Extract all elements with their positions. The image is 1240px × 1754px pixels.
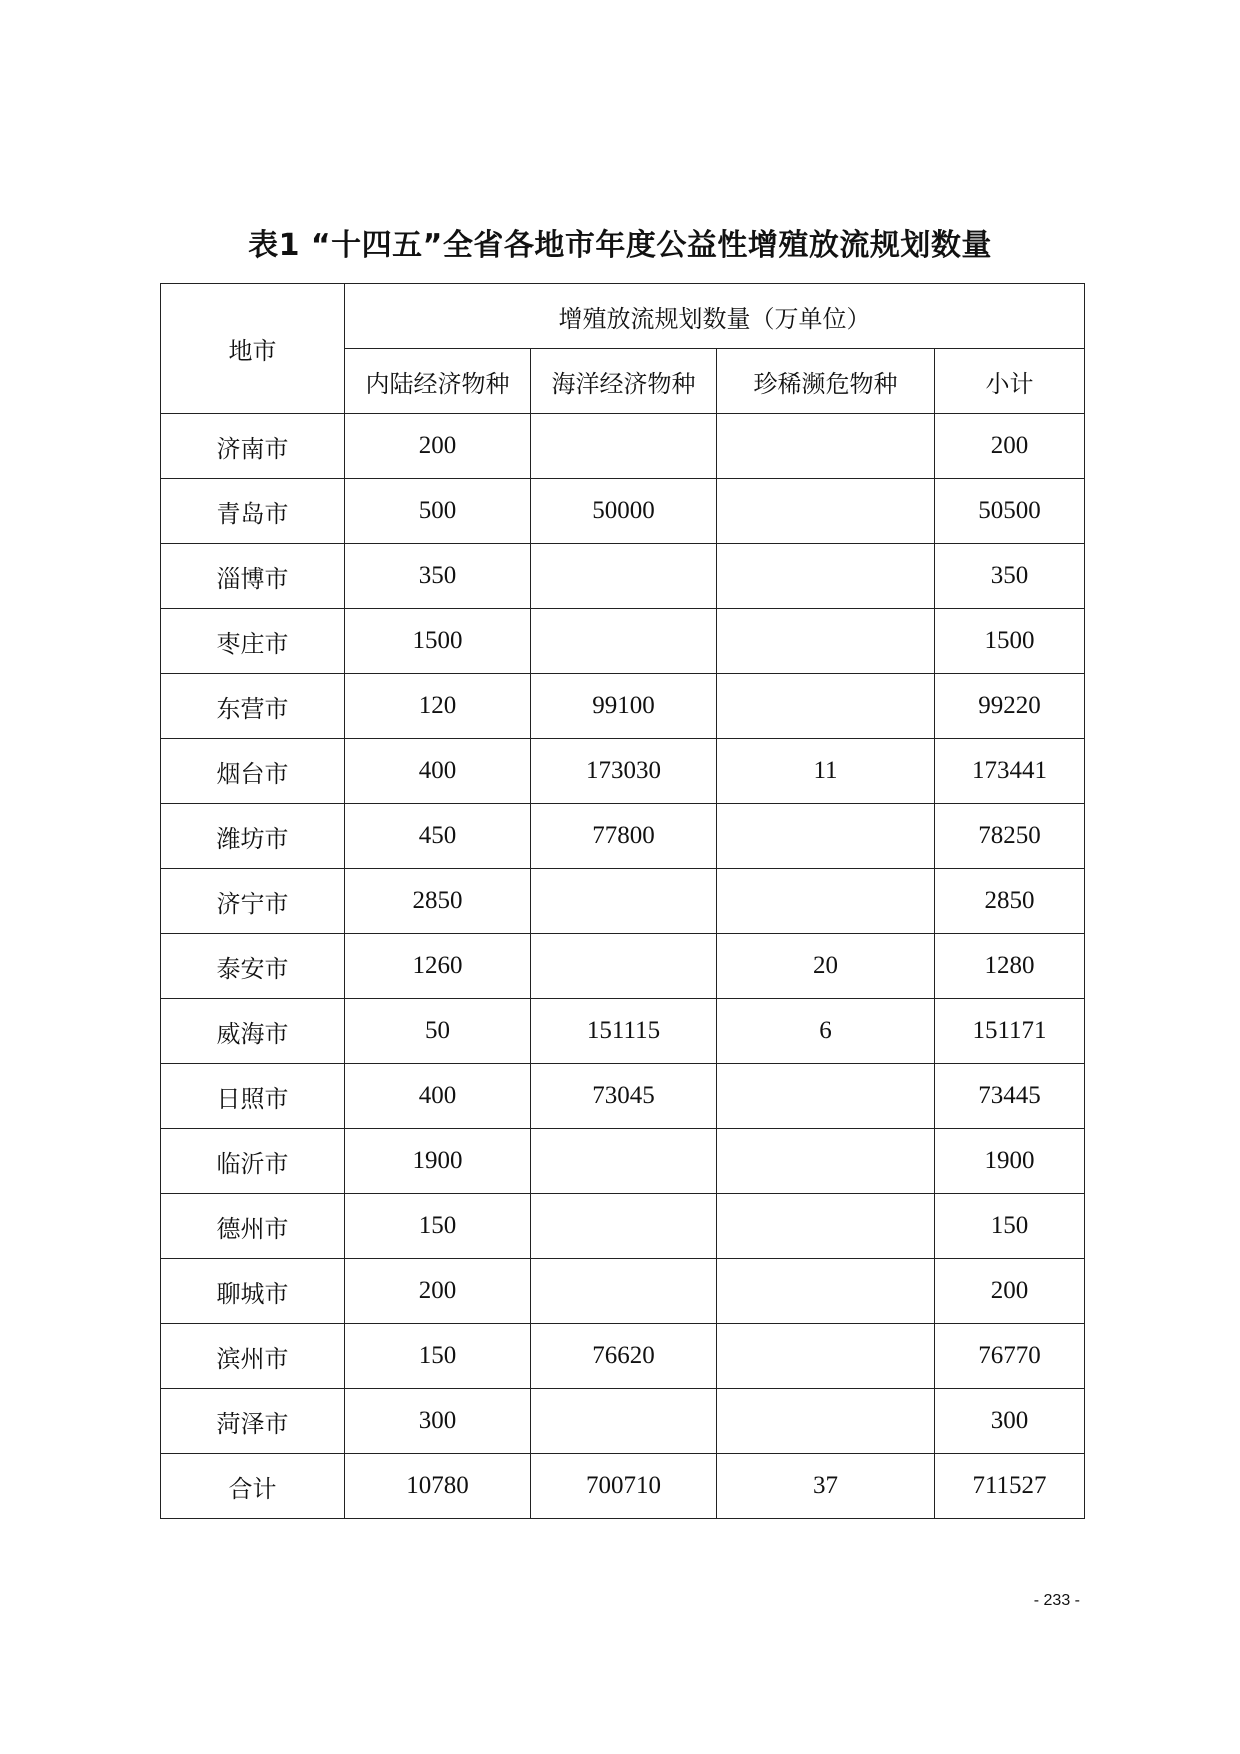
city-cell: 菏泽市 xyxy=(161,1389,345,1454)
inland-cell: 1900 xyxy=(345,1129,531,1194)
marine-cell xyxy=(531,934,717,999)
rare-cell xyxy=(717,1064,935,1129)
marine-cell xyxy=(531,544,717,609)
marine-cell xyxy=(531,1129,717,1194)
marine-cell xyxy=(531,869,717,934)
table-row xyxy=(161,1324,1085,1389)
city-cell: 青岛市 xyxy=(161,479,345,544)
city-cell: 聊城市 xyxy=(161,1259,345,1324)
rare-cell xyxy=(717,1194,935,1259)
marine-cell: 173030 xyxy=(531,739,717,804)
table-row xyxy=(161,1064,1085,1129)
rare-cell xyxy=(717,804,935,869)
marine-cell: 151115 xyxy=(531,999,717,1064)
total-row xyxy=(161,1454,1085,1519)
rare-cell xyxy=(717,544,935,609)
subtotal-cell: 50500 xyxy=(935,479,1085,544)
inland-cell: 400 xyxy=(345,739,531,804)
table-title: 表1 “十四五”全省各地市年度公益性增殖放流规划数量 xyxy=(248,228,992,263)
city-cell: 东营市 xyxy=(161,674,345,739)
city-cell: 枣庄市 xyxy=(161,609,345,674)
rare-cell: 6 xyxy=(717,999,935,1064)
table-row xyxy=(161,1259,1085,1324)
inland-cell: 450 xyxy=(345,804,531,869)
rare-cell: 20 xyxy=(717,934,935,999)
table-container xyxy=(160,283,1085,1519)
city-cell: 临沂市 xyxy=(161,1129,345,1194)
table-row xyxy=(161,934,1085,999)
stocking-plan-table xyxy=(160,283,1085,1519)
rare-cell xyxy=(717,414,935,479)
rare-cell xyxy=(717,1324,935,1389)
inland-cell: 200 xyxy=(345,414,531,479)
rare-cell: 11 xyxy=(717,739,935,804)
inland-cell: 200 xyxy=(345,1259,531,1324)
inland-cell: 1500 xyxy=(345,609,531,674)
rare-cell: 37 xyxy=(717,1454,935,1519)
inland-cell: 150 xyxy=(345,1324,531,1389)
city-cell: 烟台市 xyxy=(161,739,345,804)
city-cell: 滨州市 xyxy=(161,1324,345,1389)
subtotal-cell: 1500 xyxy=(935,609,1085,674)
table-row xyxy=(161,479,1085,544)
inland-cell: 150 xyxy=(345,1194,531,1259)
inland-cell: 1260 xyxy=(345,934,531,999)
marine-cell xyxy=(531,1389,717,1454)
subtotal-cell: 350 xyxy=(935,544,1085,609)
marine-cell: 73045 xyxy=(531,1064,717,1129)
page-number: - 233 - xyxy=(1033,1592,1080,1609)
header-marine: 海洋经济物种 xyxy=(531,349,717,414)
table-row xyxy=(161,674,1085,739)
subtotal-cell: 78250 xyxy=(935,804,1085,869)
table-row xyxy=(161,544,1085,609)
table-row xyxy=(161,1129,1085,1194)
city-cell: 德州市 xyxy=(161,1194,345,1259)
subtotal-cell: 99220 xyxy=(935,674,1085,739)
inland-cell: 400 xyxy=(345,1064,531,1129)
rare-cell xyxy=(717,609,935,674)
city-cell: 威海市 xyxy=(161,999,345,1064)
city-cell: 济宁市 xyxy=(161,869,345,934)
subtotal-cell: 711527 xyxy=(935,1454,1085,1519)
header-group: 增殖放流规划数量（万单位） xyxy=(345,284,1085,349)
marine-cell: 50000 xyxy=(531,479,717,544)
marine-cell: 76620 xyxy=(531,1324,717,1389)
city-cell: 合计 xyxy=(161,1454,345,1519)
subtotal-cell: 200 xyxy=(935,414,1085,479)
inland-cell: 50 xyxy=(345,999,531,1064)
inland-cell: 350 xyxy=(345,544,531,609)
marine-cell xyxy=(531,1194,717,1259)
city-cell: 淄博市 xyxy=(161,544,345,609)
subtotal-cell: 1900 xyxy=(935,1129,1085,1194)
marine-cell xyxy=(531,1259,717,1324)
table-row xyxy=(161,999,1085,1064)
city-cell: 泰安市 xyxy=(161,934,345,999)
subtotal-cell: 2850 xyxy=(935,869,1085,934)
city-cell: 济南市 xyxy=(161,414,345,479)
subtotal-cell: 151171 xyxy=(935,999,1085,1064)
city-cell: 潍坊市 xyxy=(161,804,345,869)
rare-cell xyxy=(717,674,935,739)
marine-cell: 99100 xyxy=(531,674,717,739)
marine-cell xyxy=(531,609,717,674)
subtotal-cell: 173441 xyxy=(935,739,1085,804)
table-body xyxy=(161,414,1085,1519)
marine-cell xyxy=(531,414,717,479)
subtotal-cell: 200 xyxy=(935,1259,1085,1324)
marine-cell: 700710 xyxy=(531,1454,717,1519)
table-row xyxy=(161,739,1085,804)
header-inland: 内陆经济物种 xyxy=(345,349,531,414)
inland-cell: 10780 xyxy=(345,1454,531,1519)
table-row xyxy=(161,414,1085,479)
header-subtotal: 小计 xyxy=(935,349,1085,414)
inland-cell: 500 xyxy=(345,479,531,544)
inland-cell: 120 xyxy=(345,674,531,739)
rare-cell xyxy=(717,1389,935,1454)
rare-cell xyxy=(717,869,935,934)
subtotal-cell: 1280 xyxy=(935,934,1085,999)
city-cell: 日照市 xyxy=(161,1064,345,1129)
subtotal-cell: 150 xyxy=(935,1194,1085,1259)
header-rare: 珍稀濒危物种 xyxy=(717,349,935,414)
marine-cell: 77800 xyxy=(531,804,717,869)
header-city: 地市 xyxy=(161,284,345,414)
subtotal-cell: 73445 xyxy=(935,1064,1085,1129)
subtotal-cell: 300 xyxy=(935,1389,1085,1454)
subtotal-cell: 76770 xyxy=(935,1324,1085,1389)
rare-cell xyxy=(717,1259,935,1324)
inland-cell: 2850 xyxy=(345,869,531,934)
table-row xyxy=(161,804,1085,869)
inland-cell: 300 xyxy=(345,1389,531,1454)
table-row xyxy=(161,1389,1085,1454)
table-row xyxy=(161,609,1085,674)
rare-cell xyxy=(717,1129,935,1194)
table-row xyxy=(161,1194,1085,1259)
rare-cell xyxy=(717,479,935,544)
table-row xyxy=(161,869,1085,934)
